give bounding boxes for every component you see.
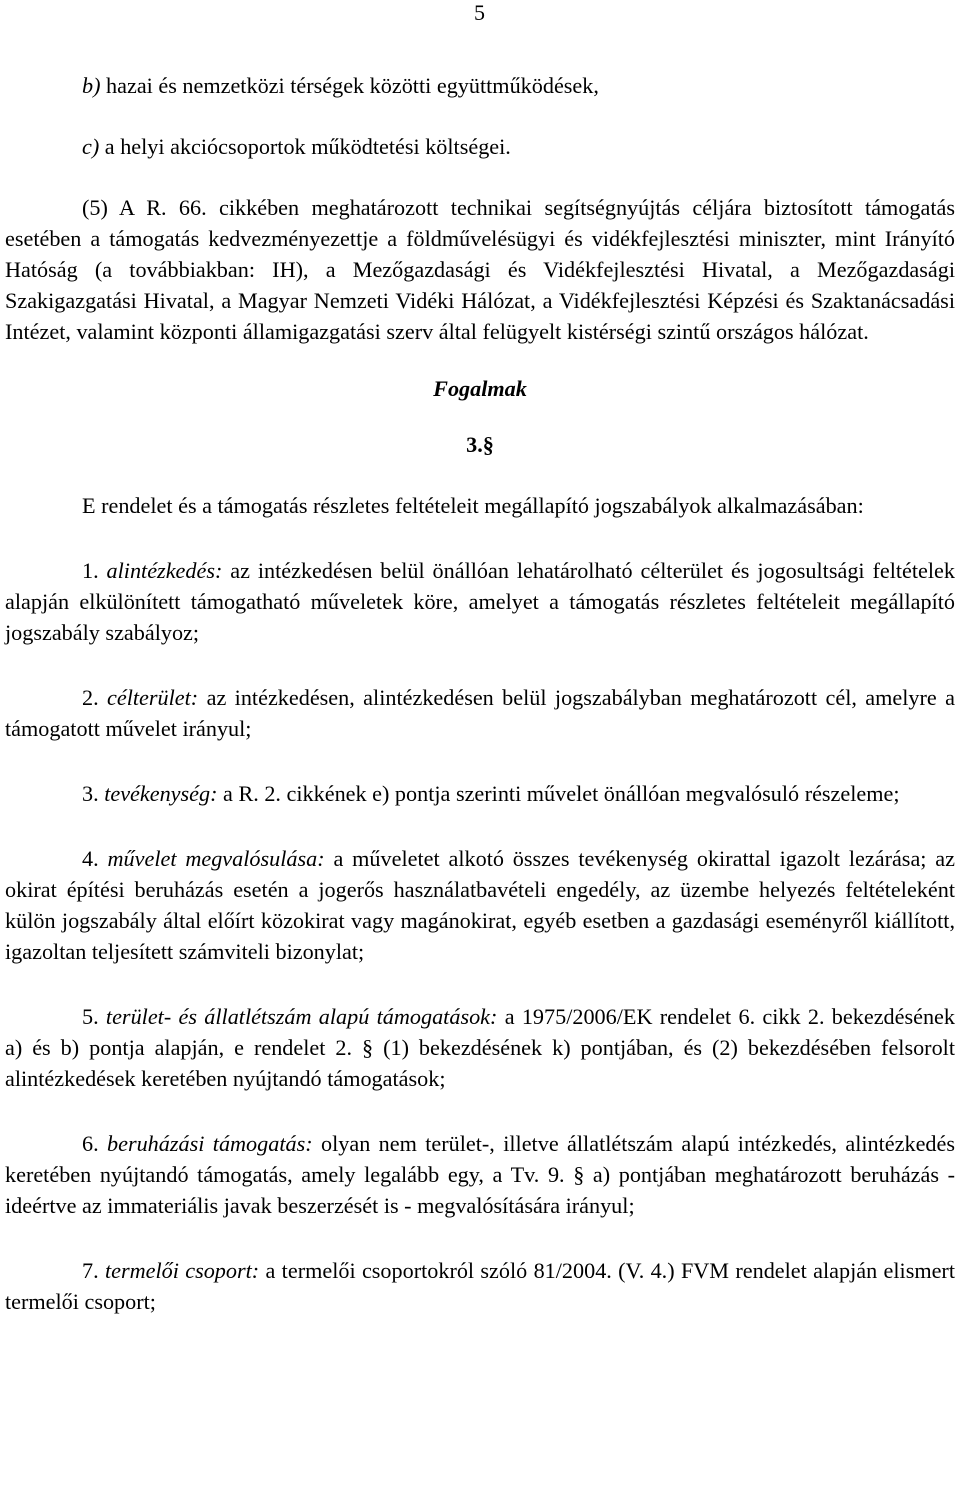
list-label: c) — [82, 134, 100, 159]
definition-term: termelői csoport: — [104, 1258, 260, 1283]
definition-item — [5, 555, 955, 648]
definition-item — [5, 843, 955, 967]
definition-term: alintézkedés: — [106, 558, 223, 583]
definition-text: a R. 2. cikkének e) pontja szerinti művelet önállóan megvalósuló részeleme; — [217, 781, 900, 806]
list-text: a helyi akciócsoportok működtetési költségei. — [99, 134, 511, 159]
definition-number: 6. — [82, 1131, 99, 1156]
section-heading: Fogalmak — [433, 376, 527, 401]
definition-text: a termelői csoportokról szóló 81/2004. (V. 4.) FVM rendelet alapján elismert termelői csoport; — [5, 1258, 955, 1314]
paragraph-5: (5) A R. 66. cikkében meghatározott technikai segítségnyújtás céljára biztosított támogatás esetében a támogatás kedvezményezettje a földművelésügyi és vidékfejlesztési miniszter, mint Irányító Hatóság (a továbbiakban: IH), a Mezőgazdasági és Vidékfejlesztési Hivatal, a Mezőgazdasági Szakigazgatási Hivatal, a Magyar Nemzeti Vidéki Hálózat, a Vidékfejlesztési Képzési és Szaktanácsadási Intézet, valamint központi államigazgatási szerv által felügyelt kistérségi szintű országos hálózat. — [5, 195, 955, 344]
definition-term: célterület: — [107, 685, 199, 710]
document-body — [5, 70, 955, 1317]
definition-number: 5. — [82, 1004, 99, 1029]
definition-item — [5, 1001, 955, 1094]
definition-text: a műveletet alkotó összes tevékenység okirattal igazolt lezárása; az okirat építési beruházás esetén a jogerős használatbavételi engedély, az üzembe helyezés feltételeként külön jogszabály által előírt közokirat vagy magánokirat, egyéb esetben a gazdasági eseményről kiállított, igazoltan teljesített számviteli bizonylat; — [5, 846, 956, 964]
page-number: 5 — [474, 0, 485, 25]
section-number-text: 3. — [466, 432, 483, 457]
definition-item — [5, 1128, 955, 1221]
list-text: hazai és nemzetközi térségek közötti együttműködések, — [100, 73, 599, 98]
definition-term: terület- és állatlétszám alapú támogatások: — [105, 1004, 498, 1029]
definition-number: 7. — [82, 1258, 99, 1283]
definition-number: 3. — [82, 781, 99, 806]
definition-term: művelet megvalósulása: — [107, 846, 325, 871]
definition-item — [5, 778, 955, 809]
definition-text: olyan nem terület-, illetve állatlétszám alapú intézkedés, alintézkedés keretében nyújtandó támogatás, amely legalább egy, a Tv. 9. § a) pontjában meghatározott beruházás - ideértve az immateriális javak beszerzését is - megvalósítására irányul; — [5, 1131, 955, 1218]
definition-text: a 1975/2006/EK rendelet 6. cikk 2. bekezdésének a) és b) pontja alapján, e rendelet 2. § (1) bekezdésének k) pontjában, és (2) bekezdésében felsorolt alintézkedések keretében nyújtandó támogatások; — [5, 1004, 955, 1091]
definition-item — [5, 682, 955, 744]
definition-term: beruházási támogatás: — [107, 1131, 313, 1156]
list-item-c — [5, 131, 955, 162]
definition-text: az intézkedésen belül önállóan lehatárolható célterület és jogosultsági feltételek alapján elkülönített támogatható műveletek köre, amelyet a támogatás részletes feltételeit megállapító jogszabály szabályoz; — [5, 558, 955, 645]
definition-number: 1. — [82, 558, 99, 583]
definition-text: az intézkedésen, alintézkedésen belül jogszabályban meghatározott cél, amelyre a támogatott művelet irányul; — [5, 685, 955, 741]
definition-number: 4. — [82, 846, 99, 871]
definition-item — [5, 1255, 955, 1317]
list-label: b) — [82, 73, 101, 98]
definitions-intro: E rendelet és a támogatás részletes feltételeit megállapító jogszabályok alkalmazásában: — [82, 493, 864, 518]
section-number — [5, 429, 955, 460]
section-sign: § — [482, 432, 494, 457]
definition-number: 2. — [82, 685, 99, 710]
list-item-b — [5, 70, 955, 101]
definition-term: tevékenység: — [104, 781, 218, 806]
